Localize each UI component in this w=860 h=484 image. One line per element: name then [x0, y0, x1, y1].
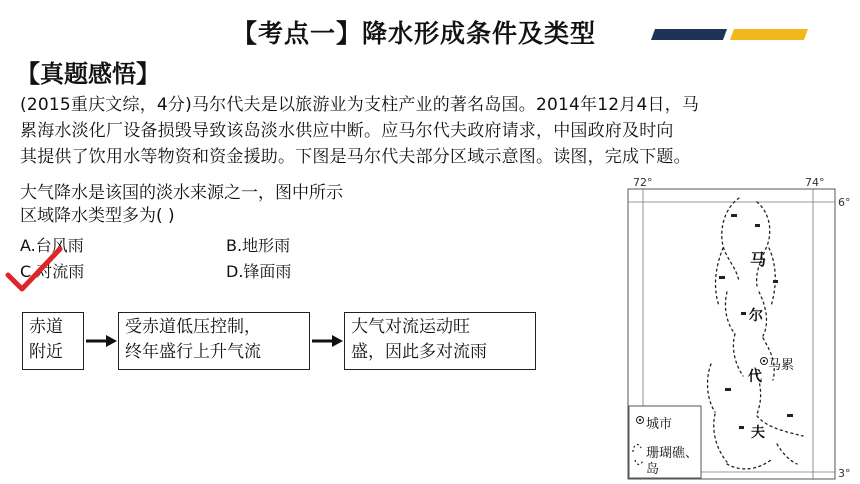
maldives-map — [627, 188, 837, 480]
flow-arrow-1-icon — [84, 334, 118, 348]
option-d[interactable]: D.锋面雨 — [226, 262, 292, 281]
map-label-ma: 马 — [750, 250, 767, 269]
section-title: 【真题感悟】 — [16, 60, 160, 88]
map-label-er: 尔 — [749, 308, 763, 324]
map-longitude-left: 72° — [633, 176, 653, 189]
question-stem — [20, 182, 343, 228]
flow-step-2-line-1: 受赤道低压控制， — [125, 317, 261, 337]
passage-line-1: (2015重庆文综，4分)马尔代夫是以旅游业为支柱产业的著名岛国。2014年12月4日，马 — [20, 95, 700, 115]
page-title: 【考点一】降水形成条件及类型 — [232, 19, 597, 48]
question-line-2: 区域降水类型多为( ) — [20, 206, 175, 226]
legend-city-label: 城市 — [646, 417, 673, 432]
flow-step-1-line-1: 赤道 — [29, 317, 63, 337]
legend-reef-label-1: 珊瑚礁、 — [646, 446, 699, 461]
flow-step-1 — [22, 312, 84, 370]
flow-step-2 — [118, 312, 310, 370]
map-label-fu: 夫 — [751, 425, 765, 441]
answer-check-mark-icon — [4, 243, 64, 295]
question-line-1: 大气降水是该国的淡水来源之一，图中所示 — [20, 183, 343, 203]
map-latitude-top: 6° — [838, 196, 851, 209]
flow-step-1-line-2: 附近 — [29, 342, 63, 362]
passage-line-2: 累海水淡化厂设备损毁导致该岛淡水供应中断。应马尔代夫政府请求，中国政府及时向 — [20, 121, 674, 141]
flow-step-3-line-1: 大气对流运动旺 — [351, 317, 470, 337]
map-latitude-bottom: 3° — [838, 467, 851, 480]
title-accent-bar-navy — [651, 29, 727, 40]
option-c[interactable]: C.对流雨 — [20, 262, 85, 281]
map-longitude-right: 74° — [805, 176, 825, 189]
legend-reef-label-2: 岛 — [646, 462, 660, 477]
map-label-dai: 代 — [748, 369, 762, 385]
passage-line-3: 其提供了饮用水等物资和资金援助。下图是马尔代夫部分区域示意图。读图，完成下题。 — [20, 147, 691, 167]
question-passage — [20, 92, 858, 170]
map-capital-label: 马累 — [768, 358, 795, 373]
flow-arrow-2-icon — [310, 334, 344, 348]
flow-step-3 — [344, 312, 536, 370]
option-a[interactable]: A.台风雨 — [20, 236, 84, 255]
flow-step-3-line-2: 盛，因此多对流雨 — [351, 342, 487, 362]
title-accent-bar-gold — [730, 29, 808, 40]
option-b[interactable]: B.地形雨 — [226, 236, 291, 255]
flow-step-2-line-2: 终年盛行上升气流 — [125, 342, 261, 362]
